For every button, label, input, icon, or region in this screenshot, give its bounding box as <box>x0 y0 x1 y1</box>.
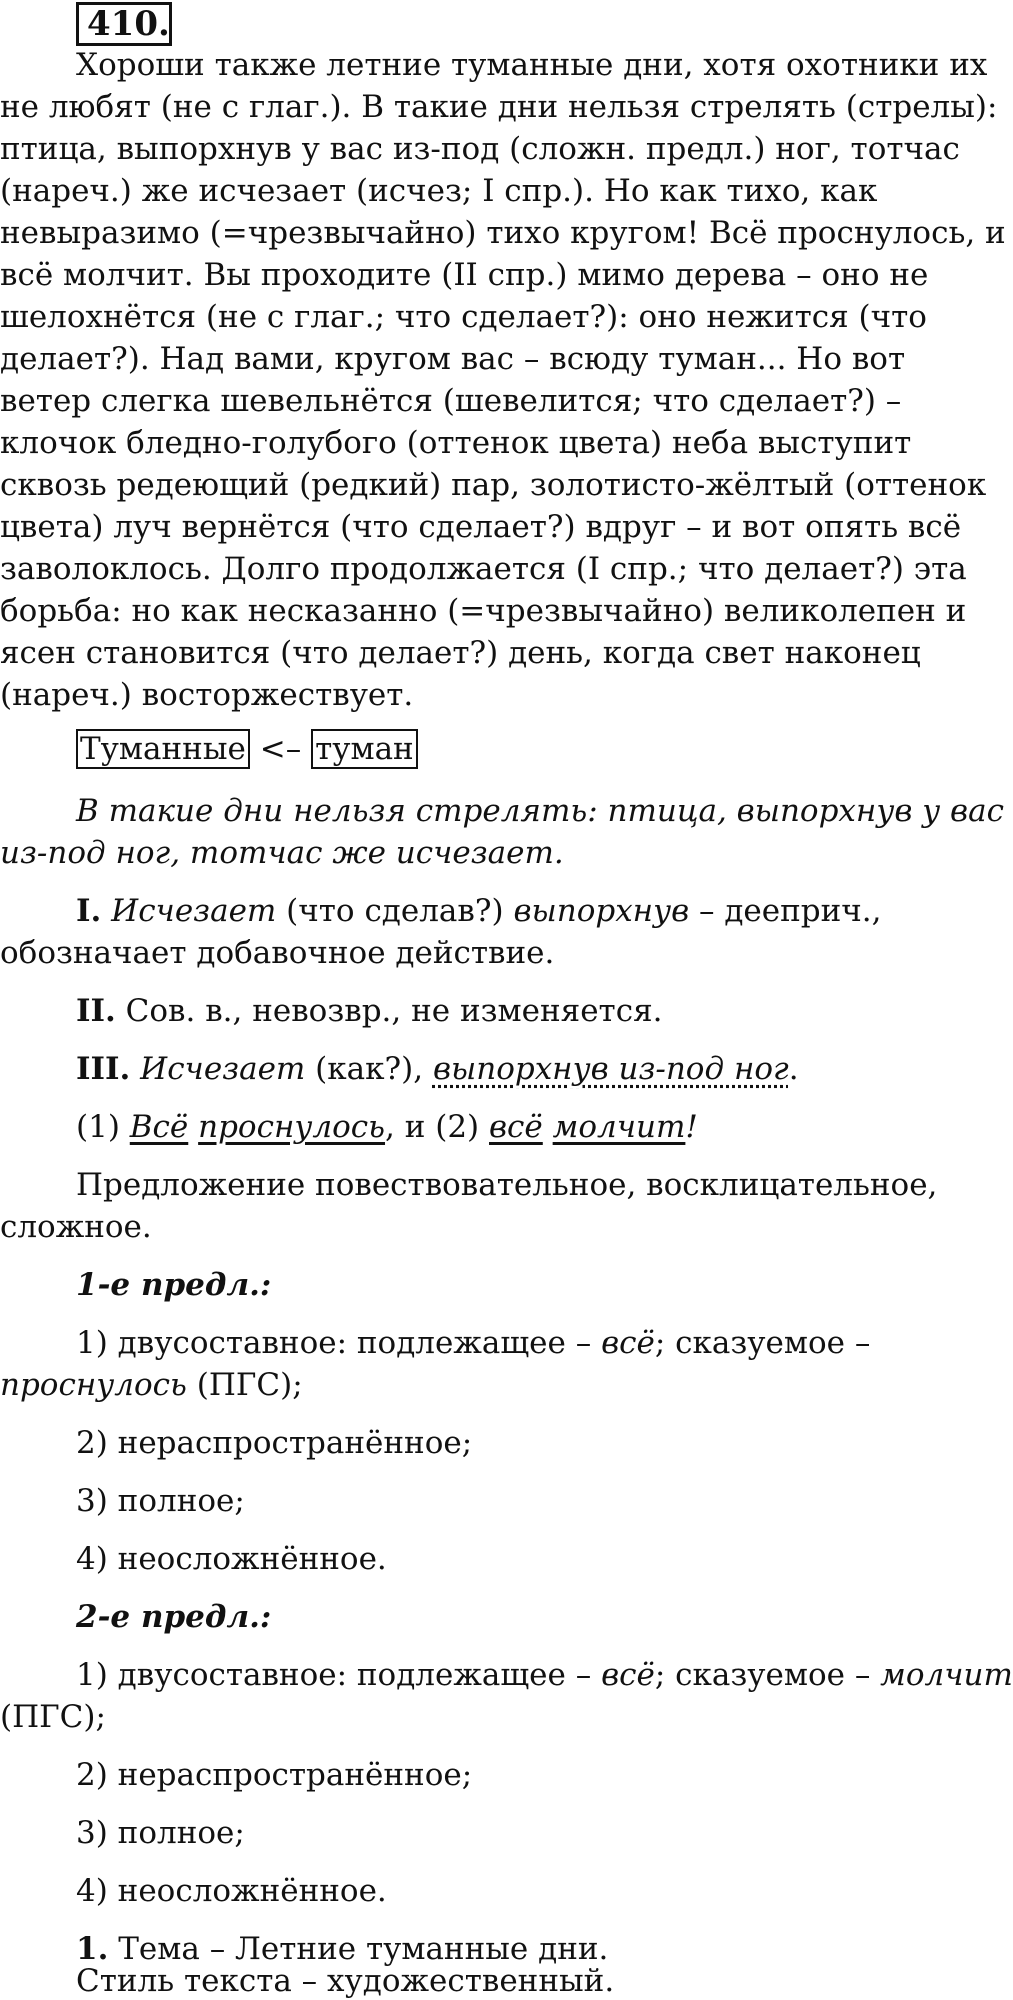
analysis-III: III. Исчезает (как?), выпорхнув из-под ног. <box>76 1051 799 1087</box>
analysis-II: II. Сов. в., невозвр., не изменяется. <box>76 993 663 1029</box>
text-line-4: (нареч.) же исчезает (исчез; I спр.). Но как тихо, как <box>0 173 878 209</box>
first-clause-item-4: 4) неосложнённое. <box>76 1541 387 1577</box>
task-number: 410. <box>76 2 172 46</box>
text-line-10: клочок бледно-голубого (оттенок цвета) неба выступит <box>0 425 912 461</box>
text-line-3: птица, выпорхнув у вас из-под (сложн. предл.) ног, тотчас <box>0 131 960 167</box>
text-line-16: (нареч.) восторжествует. <box>0 677 414 713</box>
text-line-13: заволоклось. Долго продолжается (I спр.; что делает?) эта <box>0 551 967 587</box>
first-clause-item-1-cont: проснулось (ПГС); <box>0 1367 303 1403</box>
analysis-I: I. Исчезает (что сделав?) выпорхнув – дееприч., <box>76 893 882 929</box>
sentence-parsed: (1) Всё проснулось, и (2) всё молчит! <box>76 1109 698 1145</box>
second-clause-item-4: 4) неосложнённое. <box>76 1873 387 1909</box>
second-clause-title: 2-е предл.: <box>76 1599 272 1635</box>
first-clause-title: 1-е предл.: <box>76 1267 272 1303</box>
predicate-1: проснулось <box>198 1109 386 1145</box>
text-line-6: всё молчит. Вы проходите (II спр.) мимо дерева – оно не <box>0 257 929 293</box>
text-line-11: сквозь редеющий (редкий) пар, золотисто-жёлтый (оттенок <box>0 467 987 503</box>
text-line-8: делает?). Над вами, кругом вас – всюду туман... Но вот <box>0 341 906 377</box>
summary-line-2: сложное. <box>0 1209 152 1245</box>
text-line-5: невыразимо (=чрезвычайно) тихо кругом! Всё проснулось, и <box>0 215 1006 251</box>
word-formation-base: туман <box>311 729 418 769</box>
subject-1: Всё <box>129 1109 189 1145</box>
text-line-14: борьба: но как несказанно (=чрезвычайно) великолепен и <box>0 593 967 629</box>
text-line-12: цвета) луч вернётся (что сделает?) вдруг – и вот опять всё <box>0 509 962 545</box>
second-clause-item-3: 3) полное; <box>76 1815 245 1851</box>
first-clause-item-2: 2) нераспространённое; <box>76 1425 473 1461</box>
analysis-I-line-2: обозначает добавочное действие. <box>0 935 555 971</box>
text-line-15: ясен становится (что делает?) день, когда свет наконец <box>0 635 921 671</box>
quote-line-2: из-под ног, тотчас же исчезает. <box>0 835 564 871</box>
word-formation <box>76 728 418 770</box>
style-line: Стиль текста – художественный. <box>76 1963 615 1999</box>
second-clause-item-1: 1) двусоставное: подлежащее – всё; сказуемое – молчит <box>76 1657 1013 1693</box>
predicate-2: молчит <box>552 1109 686 1145</box>
second-clause-item-2: 2) нераспространённое; <box>76 1757 473 1793</box>
theme-line: 1. Тема – Летние туманные дни. <box>76 1931 609 1967</box>
text-line-2: не любят (не с глаг.). В такие дни нельзя стрелять (стрелы): <box>0 89 998 125</box>
word-formation-derived: Туманные <box>76 729 250 769</box>
text-line-7: шелохнётся (не с глаг.; что сделает?): оно нежится (что <box>0 299 927 335</box>
text-line-1: Хороши также летние туманные дни, хотя охотники их <box>76 47 988 83</box>
second-clause-item-1-cont: (ПГС); <box>0 1699 106 1735</box>
quote-line-1: В такие дни нельзя стрелять: птица, выпорхнув у вас <box>76 793 1004 829</box>
first-clause-item-3: 3) полное; <box>76 1483 245 1519</box>
text-line-9: ветер слегка шевельнётся (шевелится; что сделает?) – <box>0 383 902 419</box>
subject-2: всё <box>489 1109 543 1145</box>
word-formation-arrow: <– <box>259 731 302 767</box>
summary-line-1: Предложение повествовательное, восклицательное, <box>76 1167 938 1203</box>
first-clause-item-1: 1) двусоставное: подлежащее – всё; сказуемое – <box>76 1325 871 1361</box>
